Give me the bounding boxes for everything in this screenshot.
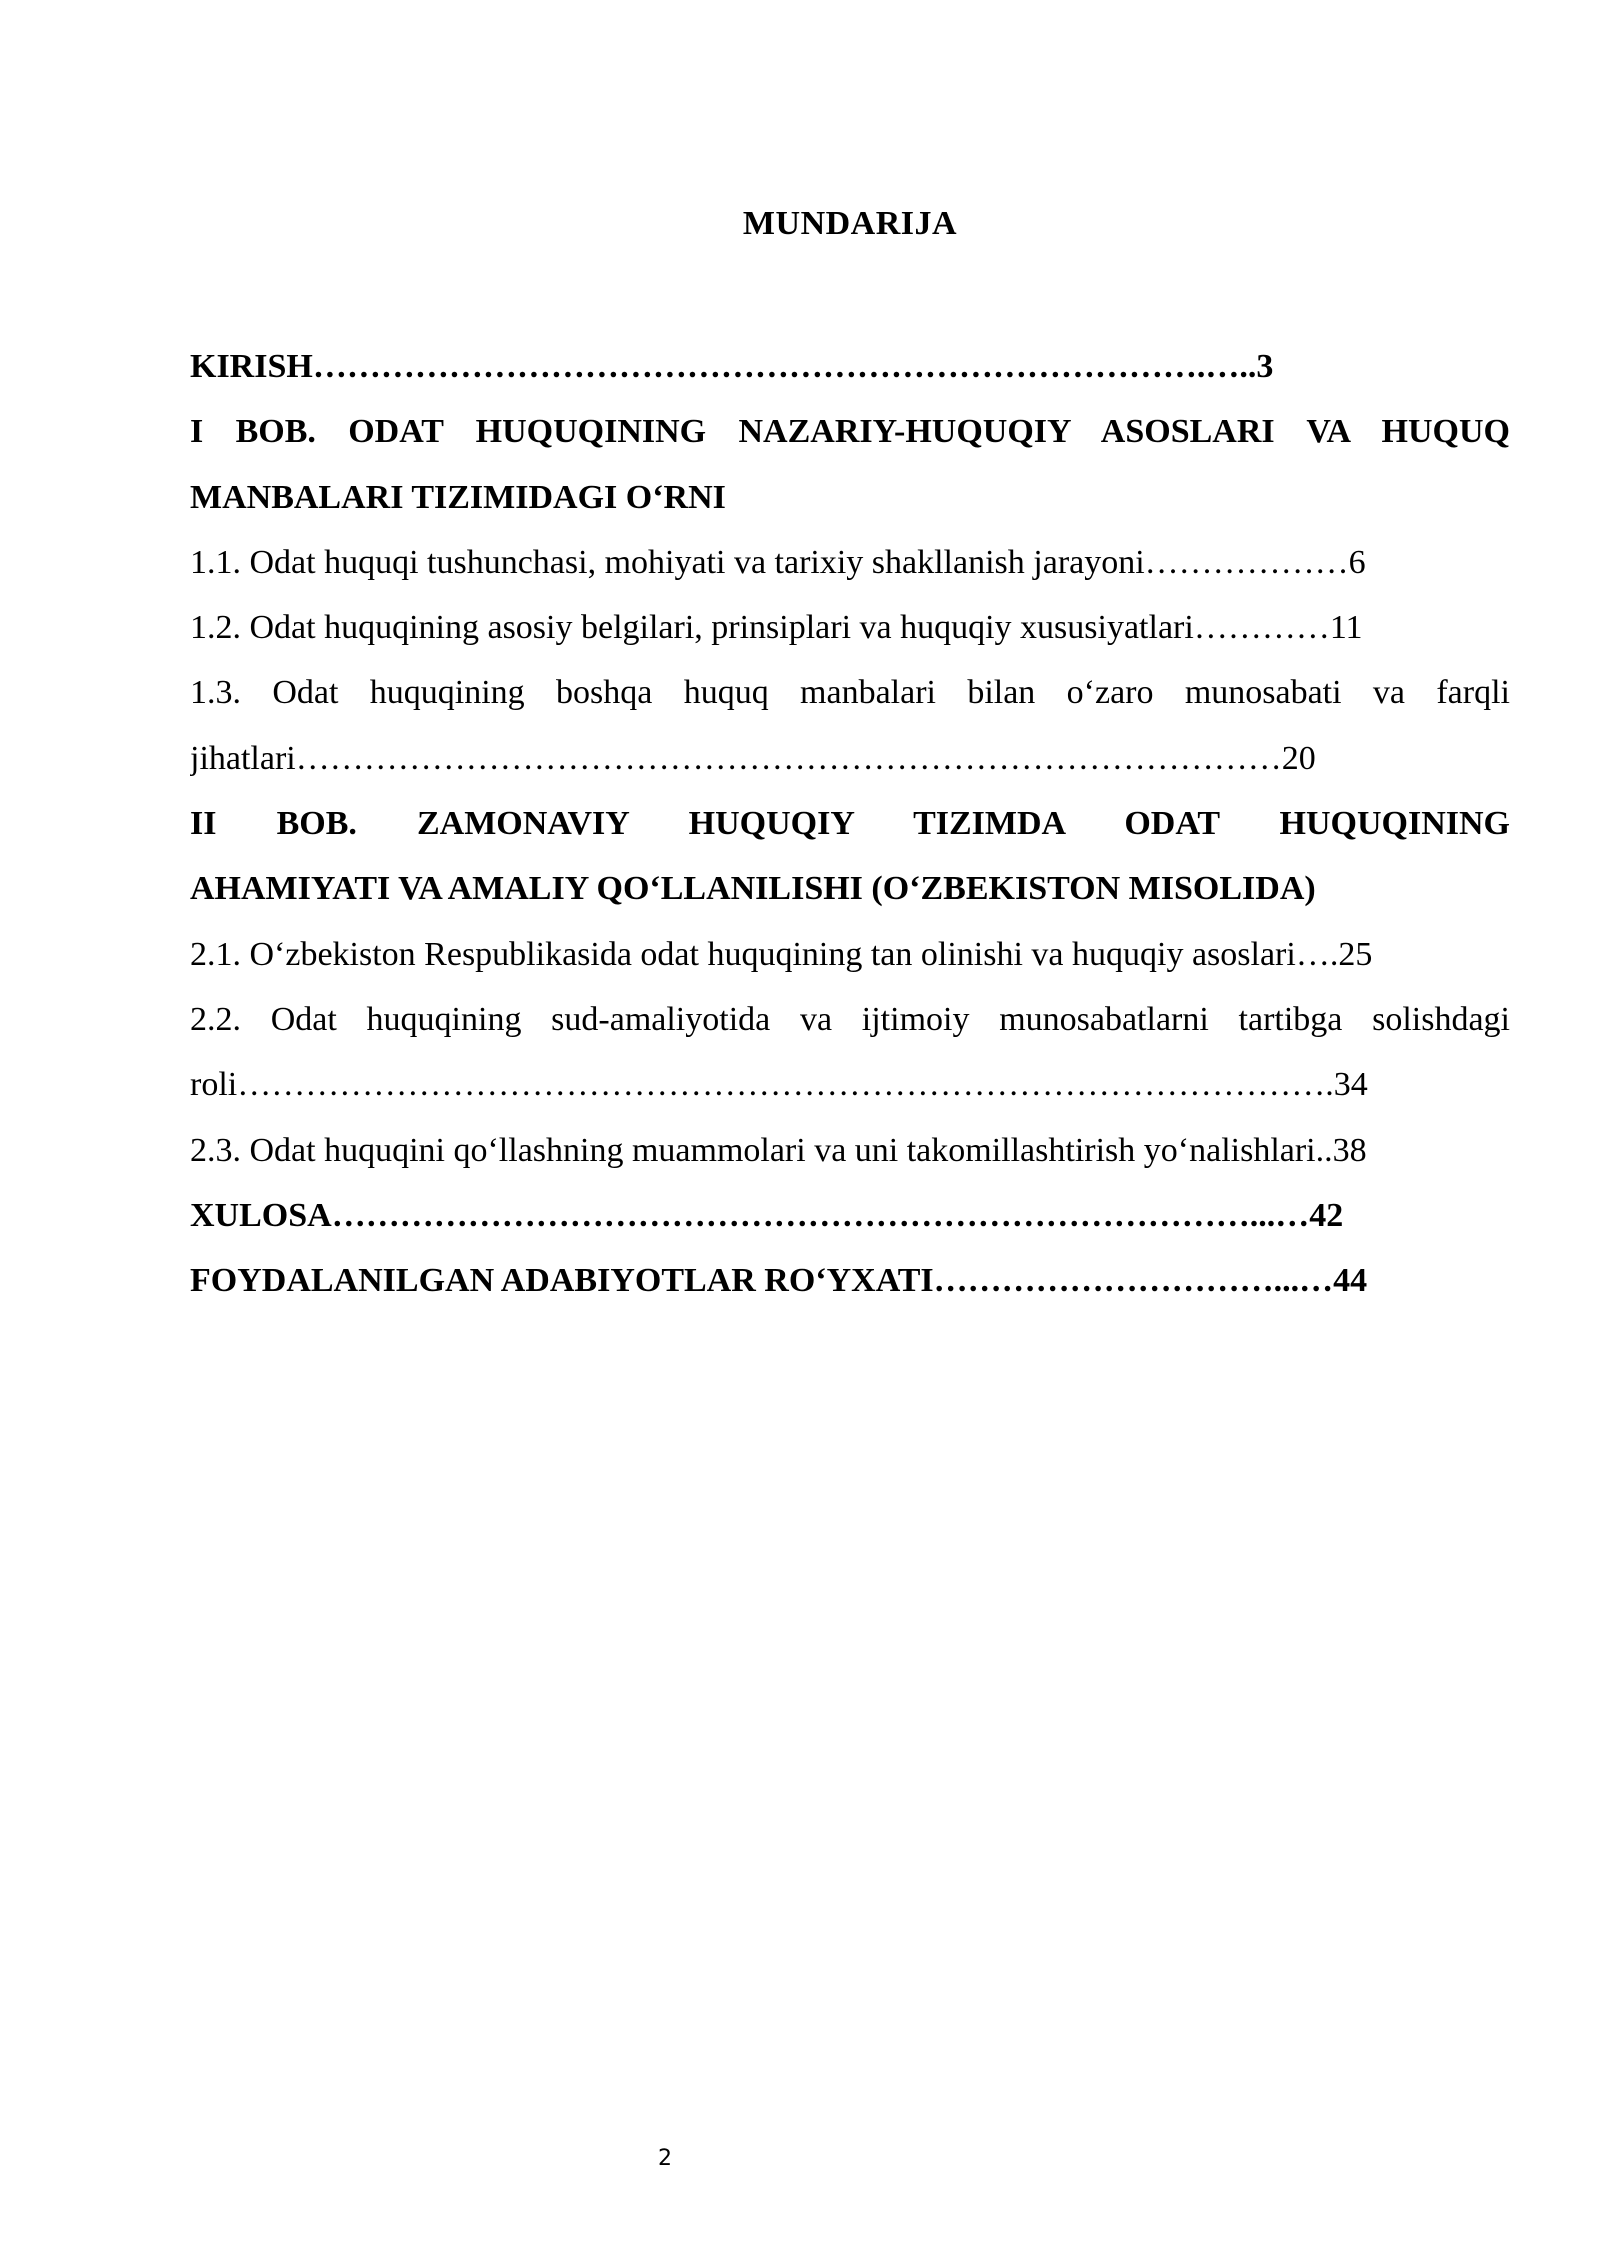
toc-entry-1-1: 1.1. Odat huquqi tushunchasi, mohiyati va tarixiy shakllanish jarayoni………………6 [190,543,1366,581]
toc-entry-kirish: KIRISH…………………………………………………………………….…..3 [190,348,1274,385]
toc-entry-2-2-line2: roli…………………………………………………………………………………….34 [190,1066,1368,1104]
toc-entry-2-3: 2.3. Odat huquqini qo‘llashning muammolari va uni takomillashtirish yo‘nalishlari..38 [190,1131,1367,1169]
toc-entry-adabiyotlar: FOYDALANILGAN ADABIYOTLAR RO‘YXATI…………………………...…44 [190,1262,1368,1300]
page-title: MUNDARIJA [742,205,958,242]
toc-chapter-2-title-line2: AHAMIYATI VA AMALIY QO‘LLANILISHI (O‘ZBEKISTON MISOLIDA) [190,870,1316,908]
toc-chapter-1-title-line2: MANBALARI TIZIMIDAGI O‘RNI [190,478,726,516]
table-of-contents [190,334,1510,1313]
toc-entry-1-3-line2: jihatlari……………………………………………………………………………20 [190,739,1316,777]
toc-entry-2-2-line1: 2.2. Odat huquqining sud-amaliyotida va ijtimoiy munosabatlarni tartibga solishdagi [190,1000,1510,1038]
toc-entry-1-2: 1.2. Odat huquqining asosiy belgilari, prinsiplari va huquqiy xususiyatlari…………11 [190,609,1363,647]
toc-chapter-1-title-line1: I BOB. ODAT HUQUQINING NAZARIY-HUQUQIY ASOSLARI VA HUQUQ [190,413,1510,451]
toc-chapter-2-title-line1: II BOB. ZAMONAVIY HUQUQIY TIZIMDA ODAT HUQUQINING [190,805,1510,843]
toc-entry-xulosa: XULOSA………………………………………………………………………...…42 [190,1196,1344,1234]
toc-entry-2-1: 2.1. O‘zbekiston Respublikasida odat huquqining tan olinishi va huquqiy asoslari….25 [190,935,1373,973]
toc-entry-1-3-line1: 1.3. Odat huquqining boshqa huquq manbalari bilan o‘zaro munosabati va farqli [190,674,1510,712]
page-number: 2 [658,2146,672,2171]
